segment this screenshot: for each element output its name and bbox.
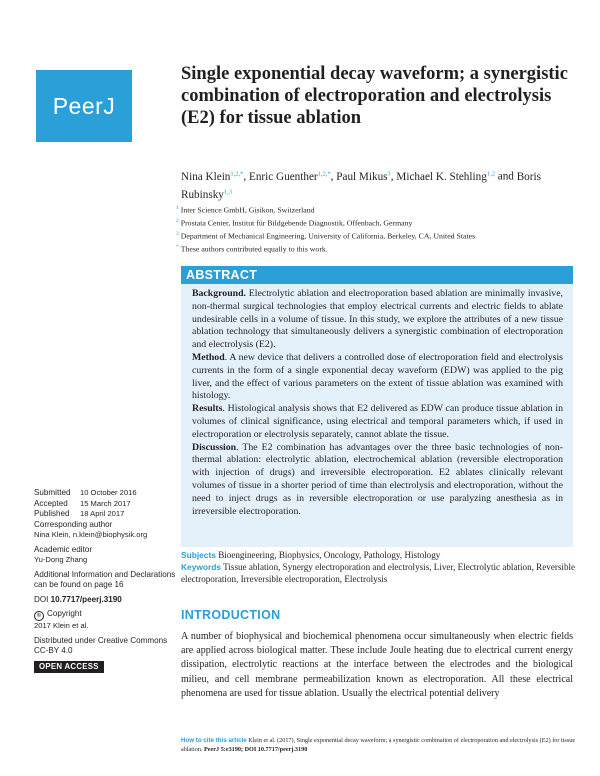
author-affiliation-marker: 1,2,* <box>317 170 331 177</box>
abstract-heading: ABSTRACT <box>181 266 573 284</box>
author-affiliation-marker: 1,2 <box>486 170 495 177</box>
cite-journal[interactable]: PeerJ 5:e3190; DOI 10.7717/peerj.3190 <box>204 745 308 753</box>
academic-editor-label: Academic editor <box>34 544 93 554</box>
submitted-date: Submitted 10 October 2016 <box>34 488 137 497</box>
affiliation-item: $^3$ Department of Mechanical Engineering, University of California, Berkeley, CA, United States <box>176 231 476 241</box>
citation-footer: How to cite this article Klein et al. (2017), Single exponential decay waveform; a synergistic combination of electroporation and electrolysis (E2) for tissue ablation. PeerJ 5:e3190; DOI 10.7717/peerj.3190 <box>181 737 576 753</box>
published-date: Published 18 April 2017 <box>34 509 125 518</box>
abstract-background: Background. Electrolytic ablation and electroporation based ablation are minimally invasive, non-thermal surgical technologies that employ electrical currents and electric fields to ablate undesirable cells in a volume of tissue. In this study, we explore the attributes of a new tissue ablation technology that simultaneously delivers a synergistic combination of electroporation and electrolysis (E2). <box>192 288 563 351</box>
corresponding-author-label: Corresponding author <box>34 519 113 529</box>
abstract-results: Results. Histological analysis shows that E2 delivered as EDW can produce tissue ablation in volumes of clinical significance, using electrical and temporal parameters which, if used in electroporation or electrolysis separately, cannot ablate the tissue. <box>192 403 563 440</box>
affiliation-list <box>176 203 581 255</box>
keywords-line: Keywords Tissue ablation, Synergy electroporation and electrolysis, Liver, Electrolytic ablation, Reversible electroporation, Irreversible electroporation, Electrolysis <box>181 561 576 584</box>
affiliation-item: * These authors contributed equally to this work. <box>176 244 328 254</box>
author-affiliation-marker: 1 <box>387 170 391 177</box>
abstract-discussion: Discussion. The E2 combination has advantages over the three basic technologies of non-thermal ablation: electrolytic ablation, electrochemical ablation (reversible electroporation with injection of drugs) and irreversible electroporation. E2 ablates clinically relevant volumes of tissue in a shorter period of time than electrolysis and electroporation, without the need to inject drugs as in reversible electroporation or use paralyzing anesthesia as in irreversible electroporation. <box>192 441 563 517</box>
doi-link[interactable]: 10.7717/peerj.3190 <box>50 594 122 604</box>
peerj-logo <box>36 70 132 142</box>
affiliation-item: $^2$ Prostata Center, Institut für Bildgebende Diagnostik, Offenbach, Germany <box>176 218 413 228</box>
article-sidebar <box>34 488 176 673</box>
logo-text: PeerJ <box>52 92 116 119</box>
author[interactable]: Boris Rubinsky$^{1,3}$ <box>181 170 541 202</box>
affiliation-item: $^1$ Inter Science GmbH, Gisikon, Switzerland <box>176 205 315 215</box>
corresponding-author-link[interactable]: Nina Klein, n.klein@biophysik.org <box>34 530 148 539</box>
abstract-method: Method. A new device that delivers a controlled dose of electroporation field and electrolysis currents in the form of a single exponential decay waveform (EDW) was applied to the pig liver, and the effect of various parameters on the extent of tissue ablation was examined with histology. <box>192 351 563 402</box>
copyright-label: © Copyright <box>34 609 176 621</box>
additional-info-note: Additional Information and Declarations can be found on page 16 <box>34 569 176 589</box>
copyright-icon: © <box>34 611 44 621</box>
open-access-badge: OPEN ACCESS <box>34 661 104 674</box>
introduction-heading: INTRODUCTION <box>181 608 281 622</box>
copyright-value: 2017 Klein et al. <box>34 621 89 631</box>
author[interactable]: Paul Mikus$^1$ <box>336 170 391 183</box>
author-affiliation-marker: 1,2,* <box>230 170 244 177</box>
cite-label: How to cite this article <box>181 737 247 744</box>
author[interactable]: Michael K. Stehling$^{1,2}$ <box>396 170 495 183</box>
abstract-body <box>181 284 573 518</box>
author[interactable]: Enric Guenther$^{1,2,*}$ <box>249 170 331 183</box>
article-title: Single exponential decay waveform; a synergistic combination of electroporation and electrolysis (E2) for tissue ablation <box>181 64 568 128</box>
license-text[interactable]: Distributed under Creative Commons CC-BY 4.0 <box>34 635 168 656</box>
doi: DOI 10.7717/peerj.3190 <box>34 594 122 604</box>
abstract-box <box>181 266 573 547</box>
author[interactable]: Nina Klein$^{1,2,*}$ <box>181 170 244 183</box>
accepted-date: Accepted 15 March 2017 <box>34 498 131 508</box>
subjects-keywords <box>181 550 581 585</box>
subjects-line: Subjects Bioengineering, Biophysics, Oncology, Pathology, Histology <box>181 550 441 560</box>
author-affiliation-marker: 1,3 <box>223 188 233 196</box>
introduction-text: A number of biophysical and biochemical phenomena occur simultaneously when electric fields are applied across biological matter. These include Joule heating due to electrical current energy dissipation, electrolytic reactions at the interface between the electrodes and the biological milieu, and cell membrane permeabilization known as electroporation. All these electrical phenomena are used for tissue ablation. Usually the electrical potential delivery <box>181 631 573 699</box>
academic-editor-name: Yu-Dong Zhang <box>34 555 88 564</box>
author-list: Nina Klein$^{1,2,*}$, Enric Guenther$^{1,2,*}$, Paul Mikus$^1$, Michael K. Stehling$^{1,2}$ and Boris Rubinsky$^{1,3}$ <box>181 170 541 202</box>
